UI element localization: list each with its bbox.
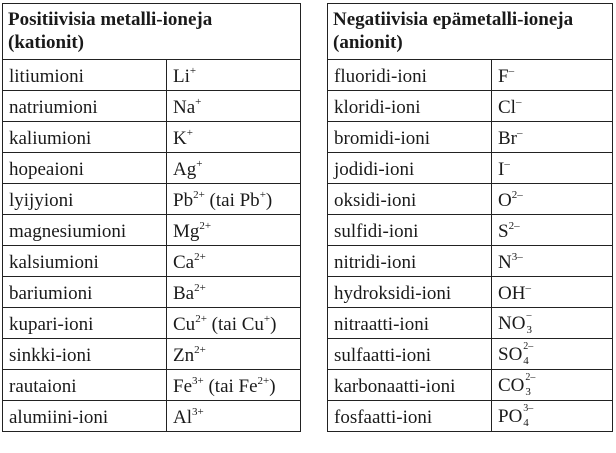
anion-row [328, 339, 613, 370]
ion-symbol: Cl [498, 96, 516, 118]
cations-header-row [3, 4, 301, 60]
ion-name: kaliumioni [3, 122, 167, 153]
ion-charge-subscript [526, 309, 532, 336]
cations-table [2, 3, 301, 432]
ion-charge: – [525, 281, 531, 294]
ion-name: fosfaatti-ioni [328, 401, 492, 432]
ion-charge: 2– [511, 188, 523, 201]
ion-name: alumiini-ioni [3, 401, 167, 432]
ion-name: natriumioni [3, 91, 167, 122]
ion-alt-text: (tai Pb [204, 189, 260, 211]
ion-formula [167, 246, 301, 277]
anion-row [328, 215, 613, 246]
ion-formula [167, 122, 301, 153]
cation-row [3, 246, 301, 277]
ion-formula [492, 91, 613, 122]
ion-symbol: OH [498, 282, 526, 304]
anion-row [328, 246, 613, 277]
cation-row [3, 122, 301, 153]
ion-symbol: Ca [173, 251, 195, 273]
ion-symbol: Na [173, 96, 196, 118]
ion-subscript: 3 [525, 385, 531, 398]
ion-formula [167, 308, 301, 339]
ion-charge: 3+ [192, 405, 204, 418]
ion-symbol: Zn [173, 344, 195, 366]
ion-symbol: PO [498, 406, 523, 428]
ion-symbol: Mg [173, 220, 200, 242]
cation-row [3, 215, 301, 246]
ion-charge: 3+ [192, 374, 204, 387]
anions-title: Negatiivisia epämetalli-ioneja (anionit) [328, 4, 613, 60]
ion-name: sinkki-ioni [3, 339, 167, 370]
ion-name: jodidi-ioni [328, 153, 492, 184]
ion-name: sulfaatti-ioni [328, 339, 492, 370]
ion-charge: + [189, 64, 197, 77]
ion-charge: – [508, 64, 515, 77]
ion-formula [492, 215, 613, 246]
ion-name: karbonaatti-ioni [328, 370, 492, 401]
ion-charge: + [195, 95, 202, 108]
ion-subscript: 4 [523, 416, 529, 429]
ion-formula [492, 184, 613, 215]
anion-row [328, 370, 613, 401]
ion-symbol: Ba [173, 282, 195, 304]
ion-name: bariumioni [3, 277, 167, 308]
cation-row [3, 277, 301, 308]
ion-symbol: Pb [173, 189, 194, 211]
ion-name: hopeaioni [3, 153, 167, 184]
cation-row [3, 339, 301, 370]
ion-name: nitraatti-ioni [328, 308, 492, 339]
ion-name: lyijyioni [3, 184, 167, 215]
ion-symbol: CO [498, 375, 525, 397]
ion-symbol: I [498, 158, 505, 180]
cation-row [3, 184, 301, 215]
ion-formula [492, 153, 613, 184]
ion-charge: – [515, 95, 522, 108]
ion-subscript: 3 [526, 323, 532, 336]
ion-formula [167, 370, 301, 401]
ion-charge: 2+ [194, 281, 206, 294]
ion-formula [167, 153, 301, 184]
ion-alt-close: ) [270, 313, 277, 335]
ion-charge-subscript [523, 402, 534, 429]
anion-row [328, 122, 613, 153]
ion-formula [167, 401, 301, 432]
cation-row [3, 370, 301, 401]
anions-body [328, 60, 613, 432]
ion-charge: – [517, 126, 523, 139]
cations-body [3, 60, 301, 432]
ion-charge: 2+ [193, 188, 205, 201]
ion-symbol: Li [173, 65, 190, 87]
ion-name: kloridi-ioni [328, 91, 492, 122]
ion-charge: – [504, 157, 510, 170]
ion-formula [492, 277, 613, 308]
cation-row [3, 308, 301, 339]
anion-row [328, 91, 613, 122]
anion-row [328, 401, 613, 432]
ion-symbol: S [498, 220, 509, 242]
ion-formula [492, 401, 613, 432]
anions-table [327, 3, 613, 432]
ion-name: kalsiumioni [3, 246, 167, 277]
ion-charge: 2+ [194, 343, 206, 356]
ion-formula [167, 91, 301, 122]
ion-formula [167, 215, 301, 246]
ion-name: hydroksidi-ioni [328, 277, 492, 308]
ion-symbol: N [498, 251, 512, 273]
ion-formula [492, 246, 613, 277]
ion-charge: 2– [523, 340, 534, 352]
ion-formula [492, 339, 613, 370]
ion-formula [167, 60, 301, 91]
ion-symbol: Ag [173, 158, 197, 180]
ion-name: kupari-ioni [3, 308, 167, 339]
ion-symbol: NO [498, 313, 526, 335]
anion-row [328, 277, 613, 308]
ion-formula [167, 339, 301, 370]
cation-row [3, 91, 301, 122]
ion-charge: 2+ [199, 219, 212, 232]
ion-charge: 3– [511, 250, 523, 263]
ion-symbol: Cu [173, 313, 196, 335]
ion-formula [167, 184, 301, 215]
ion-symbol: O [498, 189, 512, 211]
ion-charge: 2– [508, 219, 520, 232]
ion-charge-subscript [523, 340, 534, 367]
ion-name: sulfidi-ioni [328, 215, 492, 246]
ion-charge: 3– [523, 402, 534, 414]
cation-row [3, 153, 301, 184]
ion-name: bromidi-ioni [328, 122, 492, 153]
anion-row [328, 184, 613, 215]
ion-alt-charge: + [263, 312, 271, 325]
anion-row [328, 308, 613, 339]
ion-formula [167, 277, 301, 308]
cations-title: Positiivisia metalli-ioneja (kationit) [3, 4, 301, 60]
ion-alt-text: (tai Fe [203, 375, 258, 397]
ion-name: oksidi-ioni [328, 184, 492, 215]
cation-row [3, 60, 301, 91]
ion-charge: 2+ [194, 250, 206, 263]
ion-formula [492, 60, 613, 91]
ion-charge: + [186, 126, 193, 139]
ion-name: litiumioni [3, 60, 167, 91]
ion-alt-charge: 2+ [257, 374, 270, 387]
ion-alt-text: (tai Cu [206, 313, 264, 335]
ion-symbol: Br [498, 127, 517, 149]
ion-name: nitridi-ioni [328, 246, 492, 277]
ion-name: rautaioni [3, 370, 167, 401]
ion-symbol: K [173, 127, 187, 149]
ion-charge: 2+ [195, 312, 207, 325]
ion-formula [492, 370, 613, 401]
ion-charge-subscript [525, 371, 536, 398]
anion-row [328, 153, 613, 184]
ion-formula [492, 308, 613, 339]
ion-alt-close: ) [269, 375, 276, 397]
cation-row [3, 401, 301, 432]
anions-header-row [328, 4, 613, 60]
ion-name: fluoridi-ioni [328, 60, 492, 91]
ion-alt-close: ) [265, 189, 273, 211]
ion-symbol: SO [498, 344, 523, 366]
ion-alt-charge: + [259, 188, 266, 201]
ion-symbol: Al [173, 406, 192, 428]
ion-subscript: 4 [523, 354, 529, 367]
ion-symbol: Fe [173, 375, 192, 397]
anion-row [328, 60, 613, 91]
ion-formula [492, 122, 613, 153]
ion-charge: 2– [525, 371, 536, 383]
ion-name: magnesiumioni [3, 215, 167, 246]
ion-charge: – [526, 309, 532, 321]
ion-charge: + [196, 157, 203, 170]
ion-symbol: F [498, 65, 509, 87]
